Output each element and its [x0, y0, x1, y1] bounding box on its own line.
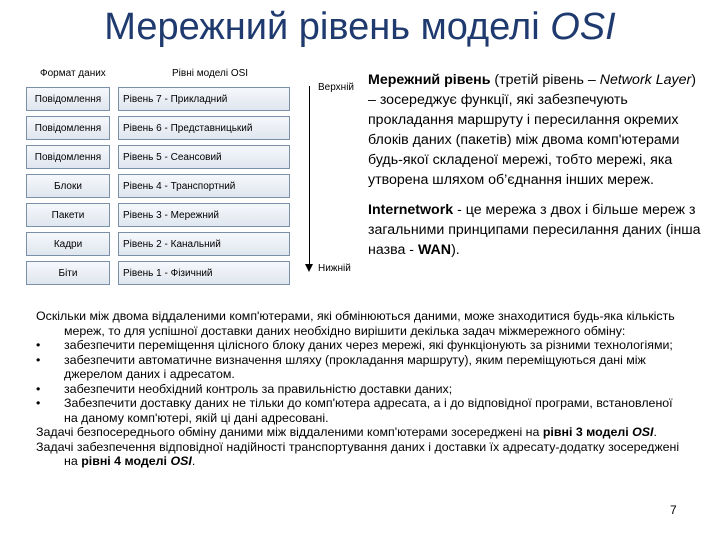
- table-row: [26, 171, 290, 200]
- table-row: [26, 113, 290, 142]
- network-layer-definition: Мережний рівень (третій рівень – Network Layer) – зосереджує функції, які забезпечують прокладання маршруту і пересилання окремих блоків даних (пакетів) між двома комп'ютерами будь-якої складеної мережі, тобто мережі, яка утворена шляхом об’єднання інших мереж.: [368, 72, 696, 188]
- bullet-icon: •: [36, 338, 41, 352]
- format-cell: Біти: [26, 261, 110, 285]
- format-cell: Блоки: [26, 174, 110, 198]
- list-item: • забезпечити необхідний контроль за правильністю доставки даних;: [36, 381, 453, 396]
- table-row: [26, 84, 290, 113]
- tasks-intro: Оскільки між двома віддаленими комп'ютерами, які обмінюються даними, може знаходитися будь-яка кількість мереж, то для успішної доставки даних необхідно вирішити декілька задач міжмережного обміну:: [36, 309, 675, 338]
- axis-bottom-label: Нижній: [318, 263, 351, 274]
- level-cell: Рівень 1 - Фізичний: [118, 261, 290, 285]
- axis-line: [309, 86, 310, 268]
- osi-levels-table: [26, 84, 290, 287]
- level-cell: Рівень 7 - Прикладний: [118, 87, 290, 111]
- table-row: [26, 142, 290, 171]
- format-cell: Пакети: [26, 203, 110, 227]
- summary-level-4: Задачі забезпечення відповідної надійності транспортування даних і доставки їх адресату-додатку зосереджені на рівні 4 моделі OSI.: [36, 439, 680, 468]
- format-cell: Кадри: [26, 232, 110, 256]
- list-item: • забезпечити автоматичне визначення шляху (прокладання маршруту), яким переміщуються дані між джерелом даних і адресатом.: [36, 352, 646, 381]
- format-cell: Повідомлення: [26, 87, 110, 111]
- axis-top-label: Верхній: [318, 82, 355, 93]
- page-title: [0, 6, 720, 49]
- format-cell: Повідомлення: [26, 116, 110, 140]
- table-row: [26, 258, 290, 287]
- format-cell: Повідомлення: [26, 145, 110, 169]
- level-cell: Рівень 2 - Канальний: [118, 232, 290, 256]
- level-cell: Рівень 6 - Представницький: [118, 116, 290, 140]
- table-row: [26, 200, 290, 229]
- table-row: [26, 229, 290, 258]
- column-header-format: Формат даних: [40, 68, 106, 79]
- level-cell: Рівень 5 - Сеансовий: [118, 145, 290, 169]
- level-cell: Рівень 4 - Транспортний: [118, 174, 290, 198]
- arrow-down-icon: [305, 264, 313, 272]
- summary-level-3: Задачі безпосереднього обміну даними між віддаленими комп'ютерами зосереджені на рівні 3 моделі OSI.: [36, 425, 657, 439]
- page-number: 7: [670, 503, 677, 517]
- title-osi: OSI: [550, 6, 616, 48]
- definition-panel: [368, 70, 706, 260]
- tasks-section: [36, 309, 686, 469]
- title-text: Мережний рівень моделі: [104, 6, 540, 48]
- column-header-levels: Рівні моделі OSI: [172, 68, 249, 79]
- bullet-icon: •: [36, 381, 41, 396]
- internetwork-definition: Internetwork - це мережа з двох і більше мереж з загальними принципами пересилання даних (інша назва - WAN).: [368, 202, 701, 258]
- level-cell: Рівень 3 - Мережний: [118, 203, 290, 227]
- bullet-icon: •: [36, 352, 41, 367]
- list-item: • забезпечити переміщення цілісного блоку даних через мережі, які функціонують за різними технологіями;: [36, 338, 673, 352]
- bullet-icon: •: [36, 396, 41, 410]
- list-item: • Забезпечити доставку даних не тільки до комп'ютера адресата, а і до відповідної програми, встановленої на даному комп'ютері, якій ці дані адресовані.: [36, 396, 673, 425]
